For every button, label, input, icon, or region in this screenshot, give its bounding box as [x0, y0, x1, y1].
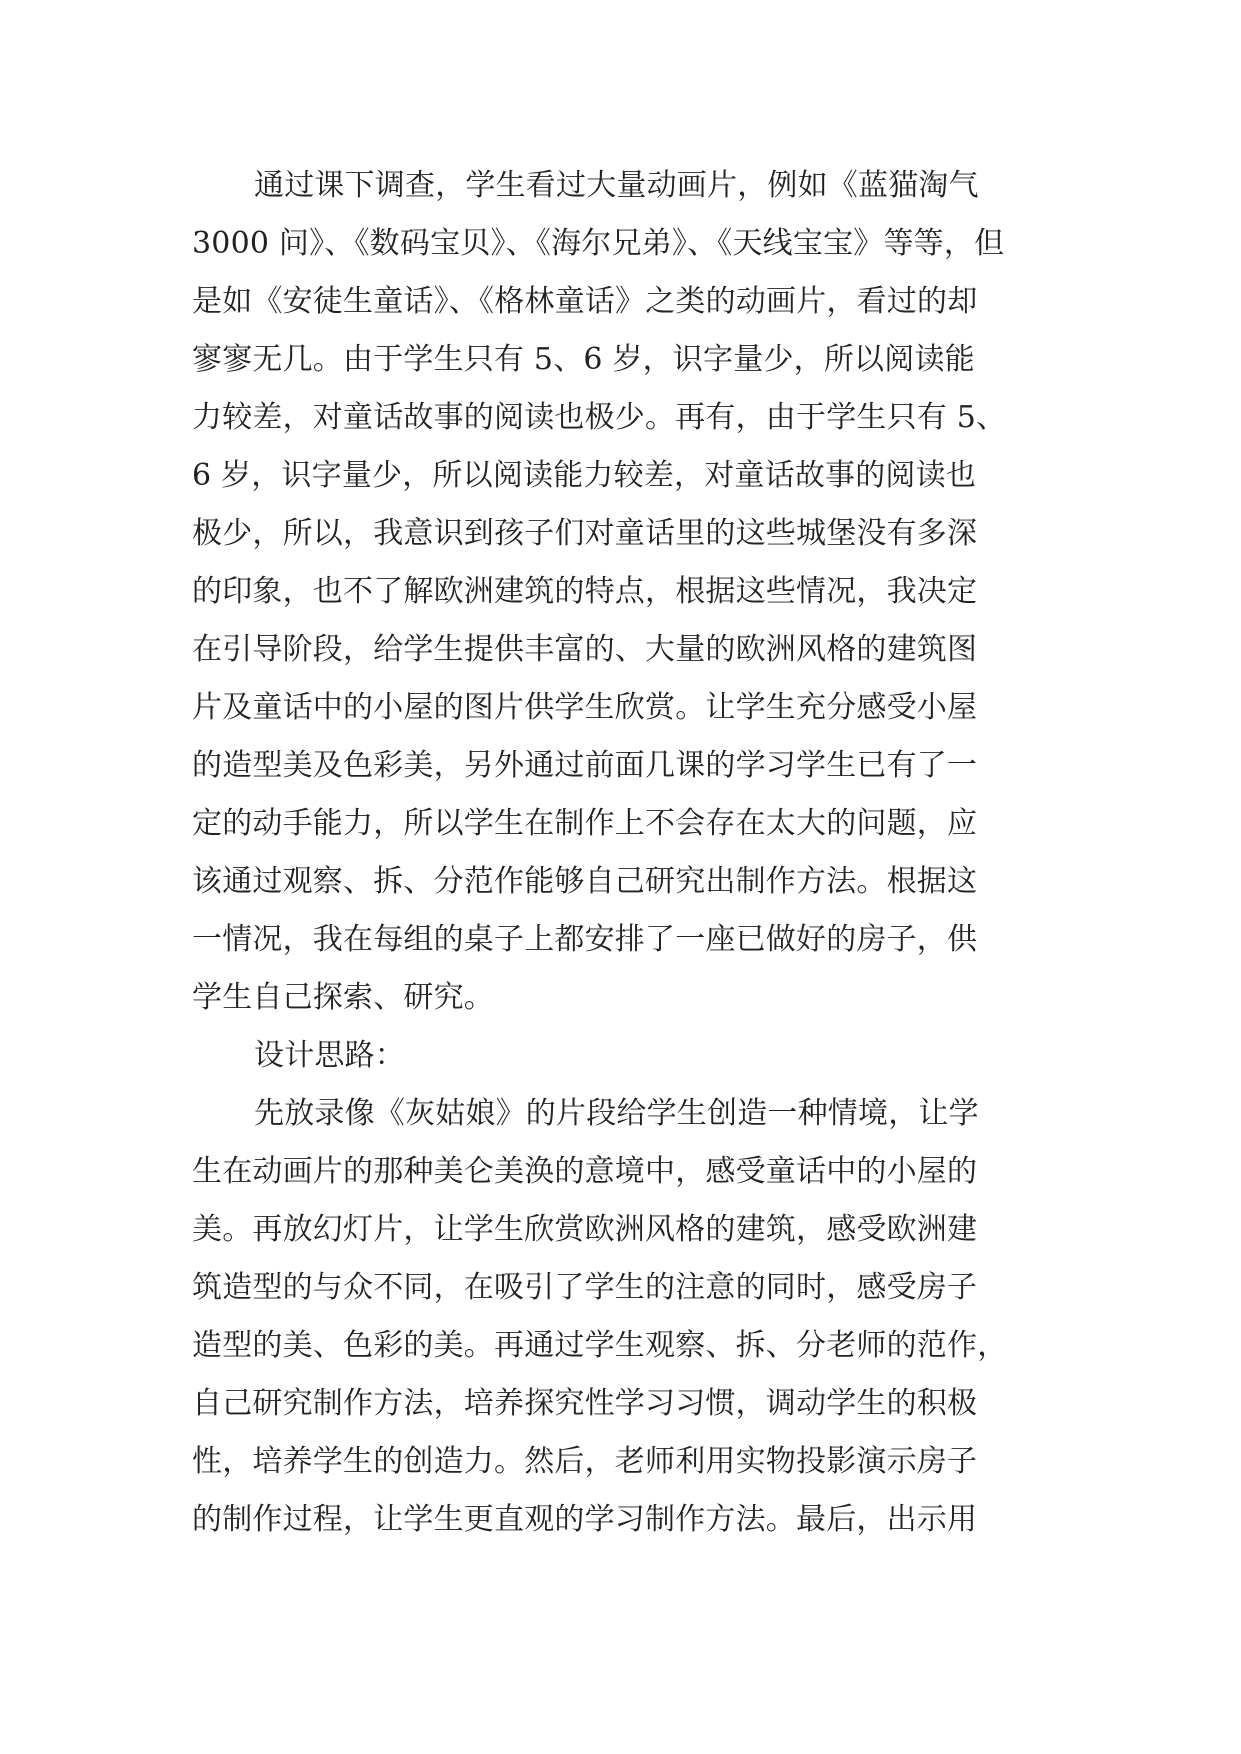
paragraph-line: 通过课下调查，学生看过大量动画片，例如《蓝猫淘气: [254, 168, 979, 203]
paragraph-line: 片及童话中的小屋的图片供学生欣赏。让学生充分感受小屋: [192, 690, 978, 725]
paragraph-line: 寥寥无几。由于学生只有 5、6 岁，识字量少，所以阅读能: [192, 342, 975, 377]
paragraph-line: 该通过观察、拆、分范作能够自己研究出制作方法。根据这: [192, 864, 978, 899]
paragraph-line: 的印象，也不了解欧洲建筑的特点，根据这些情况，我决定: [192, 574, 978, 609]
paragraph-line: 的制作过程，让学生更直观的学习制作方法。最后，出示用: [192, 1502, 978, 1537]
paragraph-line: 美。再放幻灯片，让学生欣赏欧洲风格的建筑，感受欧洲建: [192, 1212, 978, 1247]
paragraph-line: 定的动手能力，所以学生在制作上不会存在太大的问题，应: [192, 806, 978, 841]
paragraph-line: 一情况，我在每组的桌子上都安排了一座已做好的房子，供: [192, 922, 978, 957]
paragraph-line: 筑造型的与众不同，在吸引了学生的注意的同时，感受房子: [192, 1270, 978, 1305]
paragraph-line: 学生自己探索、研究。: [192, 980, 494, 1015]
paragraph-line: 造型的美、色彩的美。再通过学生观察、拆、分老师的范作，: [192, 1328, 1008, 1363]
paragraph-line: 极少，所以，我意识到孩子们对童话里的这些城堡没有多深: [192, 516, 978, 551]
paragraph-line: 先放录像《灰姑娘》的片段给学生创造一种情境，让学: [254, 1096, 979, 1131]
section-heading: 设计思路：: [254, 1038, 405, 1073]
paragraph-line: 是如《安徒生童话》、《格林童话》之类的动画片，看过的却: [192, 284, 978, 319]
paragraph-line: 在引导阶段，给学生提供丰富的、大量的欧洲风格的建筑图: [192, 632, 978, 667]
paragraph-line: 3000 问》、《数码宝贝》、《海尔兄弟》、《天线宝宝》等等，但: [192, 226, 1005, 261]
paragraph-line: 性，培养学生的创造力。然后，老师利用实物投影演示房子: [192, 1444, 978, 1479]
paragraph-line: 6 岁，识字量少，所以阅读能力较差，对童话故事的阅读也: [192, 458, 977, 493]
paragraph-line: 自己研究制作方法，培养探究性学习习惯，调动学生的积极: [192, 1386, 978, 1421]
paragraph-line: 力较差，对童话故事的阅读也极少。再有，由于学生只有 5、: [192, 400, 1007, 435]
paragraph-line: 的造型美及色彩美，另外通过前面几课的学习学生已有了一: [192, 748, 978, 783]
paragraph-line: 生在动画片的那种美仑美涣的意境中，感受童话中的小屋的: [192, 1154, 978, 1189]
